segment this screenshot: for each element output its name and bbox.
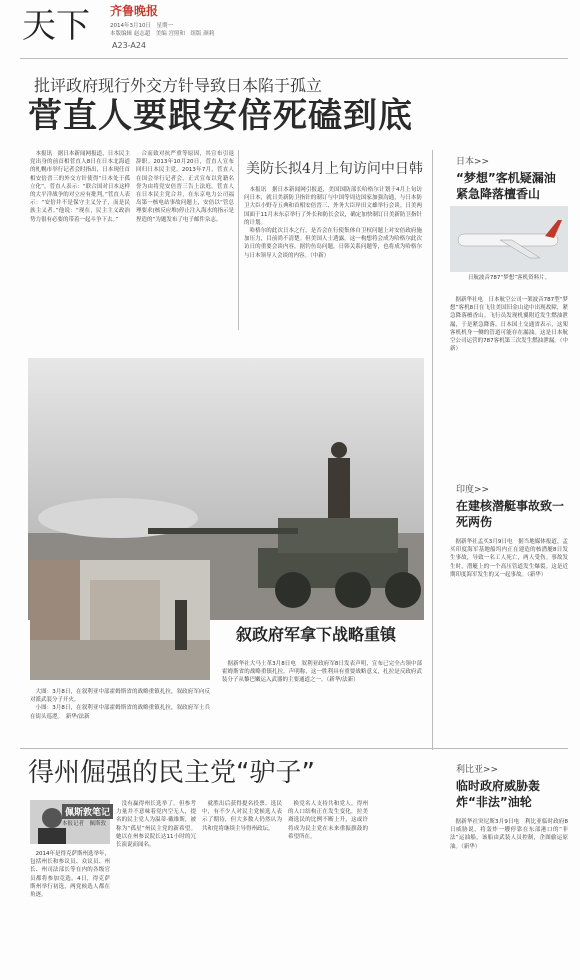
main-subhead: 批评政府现行外交方针导致日本陷于孤立: [34, 76, 323, 95]
sidebar-body-libya: [450, 818, 568, 974]
bottom-col-1-text: 2014年是得克萨斯州选举年，包括州长和参议员、众议员、州长、州司法部长等在内的各级官员都将参加竞选。4日，得克萨斯州举行初选，两党候选人都在角逐。: [30, 851, 110, 899]
sidebar-body-india-text: 据新华社孟买3月9日电 据当地媒体报道，孟买印度海军基地船坞内正在建造的核潜艇8日发生事故，导致一名工人死亡，两人受伤。事故发生时，潜艇上的一个高压管道发生爆裂。这是近期印度海军发生的又一起事故。（新华）: [450, 539, 568, 578]
sidebar-tag-india: 印度>>: [456, 485, 490, 495]
sidebar-body-japan-text: 据新华社电 日本航空公司一架波音787型“梦想”客机8日在飞往美国旧金山途中出现故障，紧急降落檀香山。飞行员发现机翼附近发生燃油泄漏，于是紧急降落。日本国土交通省表示，这架客机机身一侧的管道可能存在漏油。这是日本航空公司运营的787客机第三次发生燃油泄漏。（中新）: [450, 297, 568, 353]
sidebar-headline-libya: 临时政府威胁轰炸“非法”油轮: [456, 779, 541, 809]
sidebar-tag-japan: 日本>>: [456, 157, 490, 167]
column-rule: [238, 150, 239, 330]
paper-logo: 齐鲁晚报: [110, 4, 159, 18]
airplane-photo: [450, 206, 568, 272]
sidebar-rule: [432, 150, 433, 750]
bottom-col-1: [30, 850, 110, 976]
bottom-headline: 得州倔强的民主党“驴子”: [28, 758, 315, 788]
photo-story-text: 据新华社大马士革3月8日电 叙利亚政府军8日发表声明，宣布已完全占领中部霍姆斯省的战略重镇扎拉。声明称，这一胜利具有重要战略意义，扎拉是反政府武装分子从黎巴嫩运入武器的主要通道之一。（新华/法新）: [222, 661, 422, 684]
secondary-col: [244, 186, 422, 326]
main-col-1: [30, 150, 130, 330]
bottom-col-2: [116, 800, 196, 976]
column-name: 佩斯敦笔记: [62, 804, 113, 819]
photo-captions: [30, 688, 210, 734]
column-author: 本报记者 佩斯敦: [62, 821, 107, 827]
sidebar-body-japan: [450, 296, 568, 466]
main-headline: 菅直人要跟安倍死磕到底: [28, 96, 413, 136]
sidebar-headline-japan: “梦想”客机疑漏油紧急降落檀香山: [456, 171, 556, 201]
airplane-caption: 日航波音787“梦想”客机资料片。: [467, 275, 551, 281]
airplane-illustration: [450, 206, 568, 272]
section-title: 天下: [22, 6, 90, 46]
page-numbers: A23-A24: [112, 41, 147, 50]
street-photo-illustration: [30, 560, 210, 680]
main-col-2: [136, 150, 234, 330]
caption-small: 小图：3月8日，在叙利亚中部霍姆斯省的战略重镇扎拉，叙政府军士兵在街头巡逻。 新华/法新: [30, 705, 210, 720]
sidebar-body-india: [450, 538, 568, 738]
small-photo: [30, 560, 210, 680]
sidebar-tag-libya: 利比亚>>: [456, 765, 499, 775]
photo-story-headline: 叙政府军拿下战略重镇: [236, 625, 397, 644]
sidebar-body-libya-text: 据新华社突尼斯3月9日电 利比亚临时政府8日威胁说，将轰炸一艘停靠在东部港口的“非法”运油船，该船由武装人员控制，企图偷运原油。（新华）: [450, 819, 568, 850]
secondary-headline: 美防长拟4月上旬访问中日韩: [246, 161, 423, 177]
main-col-1-text: 本报讯 据日本新闻网报道，日本民主党出身的前首相菅直人8日在日本北海道的札幌市举行记者会时指出，日本现任首相安倍晋三的外交方针使得“日本处于孤立化”。菅直人表示：“联合国对日本这样的大平洋战争的对立应有批判。”菅直人表示：“安倍并不是保守主义分子，而是民族主义者。”他说：“现在，民主主义政治势力很有必要的带着一起斗争下去。”: [30, 151, 130, 223]
photo-story-body: [222, 660, 422, 730]
secondary-col-text-1: 本报讯 据日本新闻网引报道，美国国防部长哈格尔计划于4月上旬访问日本，就日美新防卫指针的制订与中国等周边国家加强沟通，与日本防卫大臣小野寺五典和首相安倍晋三、外务大臣岸田文雄举行会谈。日美两国面于11月末东京举行了外长和防长会议，确定加快制订日美新防卫指针的计划。: [244, 187, 422, 226]
bottom-col-2-text: 没有赢得州长选举了。但参考力量并不意味着党内空无人，提名的民主党人为温蒂·戴维斯，被称为“孤星”州民主党的新希望。她以在州参议院长达11小时的冗长演说而闻名。: [116, 801, 196, 849]
sidebar-headline-india: 在建核潜艇事故致一死两伤: [456, 499, 565, 529]
masthead-divider: [20, 58, 568, 59]
main-col-2-text: 合而致对抗严重等原因，其宣布引退辞职。2013年10月20日，菅直人宣布回归日本民主党。2013年7月，菅直人在国会举行记者会，正式宣布以党籍名誉为由将党安倍晋三告上法庭。菅直人在日本民主党合并，在东京电力公司福岛第一核电站事故问题上，安倍以“管总理要求(核反应堆)停止注入海水的指示是捏造的”为题发布了电子邮件杂志。: [136, 151, 234, 223]
meta-editors: 本版编辑 赵志超 美编 宫照和 组版 颜莉: [110, 31, 215, 37]
masthead-meta: [110, 22, 310, 38]
bottom-col-4: [288, 800, 368, 976]
photo-headline-box: [216, 620, 426, 650]
caption-large: 大图：3月8日，在叙利亚中部霍姆斯省的战略重镇扎拉，叙政府军向反对派武装分子开火。: [30, 689, 210, 704]
bottom-col-3: [202, 800, 282, 976]
bottom-col-4-text: 换党名人支持共和党人。得州的人口结构正在发生变化，拉美裔选民的比例不断上升，这或许将成为民主党在未来重振旗鼓的希望所在。: [288, 801, 368, 840]
meta-date: 2014年3月10日 星期一: [110, 23, 173, 29]
secondary-col-text-2: 哈格尔的此次日本之行，是否会在行使集体自卫权问题上对安倍政府施加压力，目前尚不清楚。但美国人士透露，这一构想将会成为哈格尔此次访日的重要会谈内容。据钓鱼岛问题，日韩关系问题等，也将成为哈格尔与日本领导人会谈的内容。（中新）: [244, 228, 422, 259]
bottom-divider: [20, 748, 568, 749]
bottom-col-3-text: 就胜出后获得提名投票。选民中，有不少人对民主党候选人表示了期待，但大多数人仍然认为共和党将继续主导得州政坛。: [202, 801, 282, 832]
